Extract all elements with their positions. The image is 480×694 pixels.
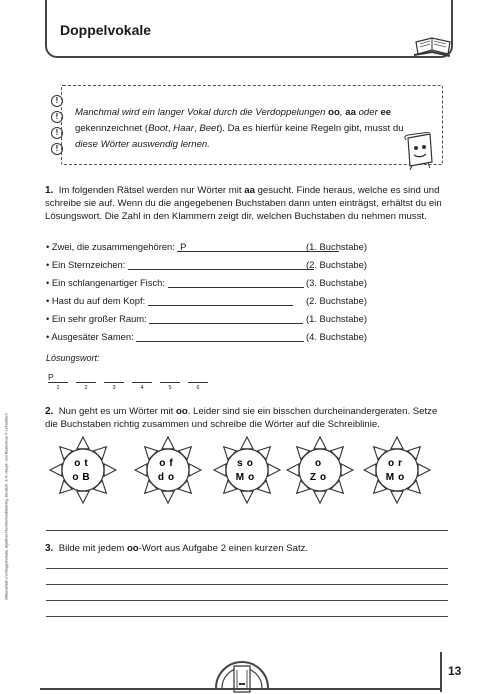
answer-line[interactable]: P — [177, 241, 339, 252]
scrambled-letters: or — [388, 458, 406, 469]
solution-slot[interactable] — [76, 372, 96, 383]
scrambled-letters: so — [237, 458, 257, 469]
answer-line[interactable] — [168, 277, 304, 288]
solution-slot[interactable] — [188, 372, 208, 383]
slot-number: 2 — [84, 385, 88, 391]
info-text: Manchmal wird ein langer Vokal durch die Verdoppelungen oo, aa oder ee gekennzeichnet (Boot, Haar, Beet). Da es hierfür keine Regeln gibt, musst du diese Wörter auswendig lernen. — [75, 107, 404, 150]
answer-line[interactable] — [148, 295, 293, 306]
riddle-row: • Ein sehr großer Raum: (1. Buchstabe) — [46, 313, 367, 324]
scrambled-letters: Mo — [235, 472, 259, 483]
riddle-row: • Ein schlangenartiger Fisch: (3. Buchstabe) — [46, 277, 367, 288]
sun-puzzle-icon — [43, 430, 123, 510]
task-3-text: 3. Bilde mit jedem oo-Wort aus Aufgabe 2 einen kurzen Satz. — [45, 543, 309, 554]
scrambled-letters: ot — [74, 458, 92, 469]
solution-slot[interactable] — [160, 372, 180, 383]
solution-label: Lösungswort: — [46, 353, 100, 363]
scrambled-letters: Mo — [385, 472, 409, 483]
slot-number: 6 — [196, 385, 200, 391]
scrambled-letters: do — [157, 472, 179, 483]
page-number: 13 — [448, 664, 462, 678]
solution-slot[interactable] — [104, 372, 124, 383]
svg-text:Silbenarbeit und Doppelvokale,: Silbenarbeit und Doppelvokale, tägliches Rechtschreibtraining, Deutsch, 3./4. Haupt- und Realschule © Lehrerbüro — [4, 413, 9, 600]
slot-number: 1 — [56, 385, 60, 391]
writing-line[interactable] — [46, 530, 448, 531]
open-book-icon — [414, 34, 452, 58]
scrambled-letters: oB — [72, 472, 94, 483]
exclamation-icon: ! — [51, 94, 63, 107]
sun-puzzle-icon — [128, 430, 208, 510]
scroll-mascot-icon — [400, 132, 436, 170]
slot-number: 5 — [168, 385, 172, 391]
answer-line[interactable] — [128, 259, 314, 270]
writing-line[interactable] — [46, 568, 448, 569]
exclamation-icon: ! — [51, 126, 63, 139]
bottom-emblem-icon — [212, 636, 272, 694]
riddle-row: • Zwei, die zusammengehören: P (1. Buchstabe) — [46, 241, 367, 252]
solution-slot[interactable] — [132, 372, 152, 383]
scrambled-letters: of — [159, 458, 177, 469]
task-2-text: 2. Nun geht es um Wörter mit oo. Leider sind sie ein bisschen durcheinandergeraten. Setze die Buchstaben richtig zusammen und schreibe die Wörter auf die Schreiblinie. — [45, 406, 438, 430]
slot-number: 4 — [140, 385, 144, 391]
page-title: Doppelvokale — [60, 22, 152, 38]
sun-puzzle-icon — [207, 430, 287, 510]
scrambled-letters: o — [314, 458, 326, 469]
scrambled-letters: Zo — [309, 472, 331, 483]
writing-line[interactable] — [46, 600, 448, 601]
answer-line[interactable] — [149, 313, 303, 324]
exclamation-icon: ! — [51, 142, 63, 155]
riddle-row: • Ein Sternzeichen: (2. Buchstabe) — [46, 259, 367, 270]
slot-number: 3 — [112, 385, 116, 391]
writing-line[interactable] — [46, 616, 448, 617]
writing-line[interactable] — [46, 584, 448, 585]
sun-puzzle-icon — [357, 430, 437, 510]
riddle-row: • Ausgesäter Samen: (4. Buchstabe) — [46, 331, 367, 342]
exclamation-icon: ! — [51, 110, 63, 123]
bottom-frame-line — [440, 652, 442, 692]
answer-line[interactable] — [136, 331, 304, 342]
riddle-row: • Hast du auf dem Kopf: (2. Buchstabe) — [46, 295, 367, 306]
sun-puzzle-icon — [280, 430, 360, 510]
solution-slot[interactable]: P — [48, 372, 68, 383]
task-1-text: 1. Im folgenden Rätsel werden nur Wörter mit aa gesucht. Finde heraus, welche es sind und schreibe sie auf. Wenn du die angegebenen Buchstaben dann unten einträgst, erhältst du ein Lösungswort. Die Zahl in den Klammern zeigt dir, welchen Buchstaben du nehmen musst. — [45, 185, 442, 222]
sidebar-copyright — [2, 366, 10, 626]
bottom-frame-line — [40, 688, 440, 690]
